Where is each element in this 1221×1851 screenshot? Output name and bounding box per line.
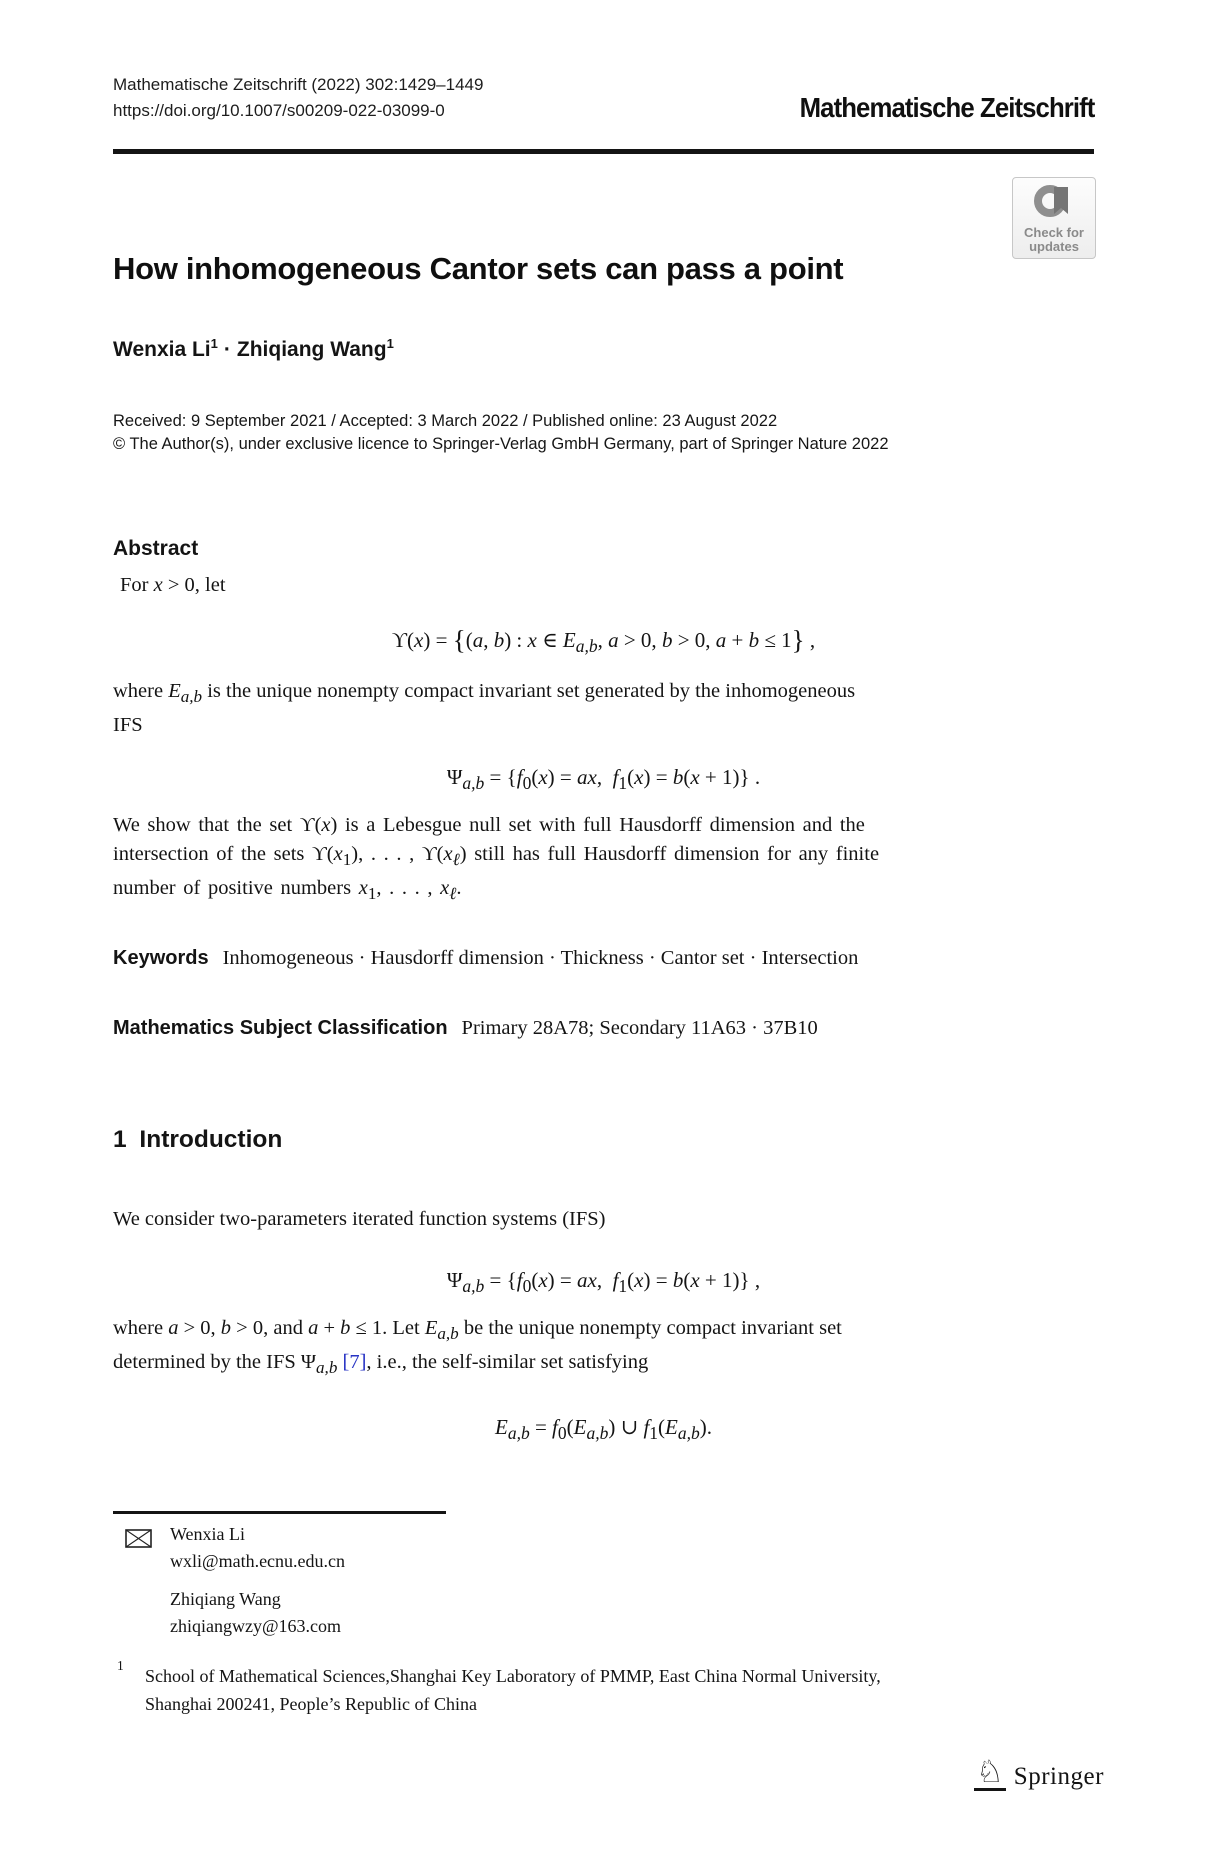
- keywords-row: [113, 947, 858, 970]
- page-header: [113, 72, 483, 124]
- corresponding-author-name: Wenxia Li: [170, 1524, 246, 1544]
- equation-upsilon-definition: ϒ(x) = {(a, b) : x ∈ $E_{a,b}$, a > 0, b > 0, a + b ≤ 1} ,: [391, 625, 816, 657]
- abstract-heading: Abstract: [113, 537, 199, 560]
- publication-meta: [113, 410, 889, 456]
- msc-label: Mathematics Subject Classification: [113, 1017, 448, 1039]
- header-rule: [113, 149, 1094, 154]
- section-heading-introduction: 1 Introduction: [113, 1126, 283, 1153]
- affiliation-marker: 1: [117, 1658, 124, 1673]
- equation-self-similar-set: $E_{a,b} = f_0(E_{a,b})$ ∪ $f_1(E_{a,b})$.: [495, 1415, 712, 1444]
- keywords-text: Inhomogeneous · Hausdorff dimension · Thickness · Cantor set · Intersection: [222, 947, 859, 969]
- article-title: How inhomogeneous Cantor sets can pass a point: [113, 251, 844, 286]
- corresponding-author-email[interactable]: wxli@math.ecnu.edu.cn: [170, 1551, 346, 1571]
- second-author-email[interactable]: zhiqiangwzy@163.com: [170, 1616, 342, 1636]
- envelope-icon: [125, 1529, 152, 1553]
- introduction-paragraph-1: We consider two-parameters iterated function systems (IFS): [113, 1208, 606, 1230]
- msc-row: [113, 1017, 818, 1040]
- equation-ifs-definition-abstract: $\Psi_{a,b} = \{f_0(x)$ = ax, $f_1(x) = b(x + 1)$} .: [446, 765, 761, 794]
- copyright-line: © The Author(s), under exclusive licence to Springer-Verlag GmbH Germany, part of Springer Nature 2022: [113, 435, 889, 453]
- journal-name-logo: Mathematische Zeitschrift: [799, 92, 1094, 123]
- received-accepted-published-line: Received: 9 September 2021 / Accepted: 3 March 2022 / Published online: 23 August 2022: [113, 412, 778, 430]
- keywords-label: Keywords: [113, 947, 209, 969]
- springer-logo: [974, 1754, 1104, 1791]
- check-for-updates-badge[interactable]: [1012, 177, 1096, 259]
- doi-link[interactable]: https://doi.org/10.1007/s00209-022-03099-0: [113, 101, 445, 120]
- abstract-paragraph-1: where $E_{a,b}$ is the unique nonempty compact invariant set generated by the inhomogeneous IFS: [113, 680, 856, 737]
- second-author-name: Zhiqiang Wang: [170, 1589, 281, 1609]
- equation-ifs-definition-intro: $\Psi_{a,b} = \{f_0(x)$ = ax, $f_1(x) = b(x + 1)$} ,: [446, 1268, 761, 1297]
- introduction-paragraph-2: where a > 0, b > 0, and a + b ≤ 1. Let $E_{a,b}$ be the unique nonempty compact invariant set determined by the IFS $\Psi_{a,b}$ [7], i.e., the self-similar set satisfying: [113, 1317, 842, 1378]
- journal-reference: Mathematische Zeitschrift (2022) 302:1429–1449: [113, 75, 484, 94]
- springer-knight-icon: ♘: [976, 1754, 1004, 1790]
- affiliation-text: School of Mathematical Sciences,Shanghai Key Laboratory of PMMP, East China Normal University, Shanghai 200241, People’s Republic of China: [145, 1666, 881, 1714]
- crossmark-bookmark-icon: [1031, 183, 1077, 221]
- msc-text: Primary 28A78; Secondary 11A63 · 37B10: [461, 1017, 818, 1039]
- badge-label-line1: Check for: [1024, 225, 1084, 240]
- abstract-lead: For x > 0, let: [120, 574, 226, 596]
- badge-label-line2: updates: [1029, 239, 1079, 254]
- footnote-rule: [113, 1511, 446, 1514]
- springer-wordmark: Springer: [1013, 1763, 1104, 1790]
- author-list: Wenxia $Li^1$ · Zhiqiang Wang$^1$: [113, 336, 394, 361]
- abstract-paragraph-2: We show that the set ϒ(x) is a Lebesgue null set with full Hausdorff dimension and the intersection of the sets $ϒ(x_1)$, . . . , $ϒ(x_\ell)$ still has full Hausdorff dimension for any finite number of positive numbers $x_1$, . . . , $x_\ell$.: [113, 814, 880, 904]
